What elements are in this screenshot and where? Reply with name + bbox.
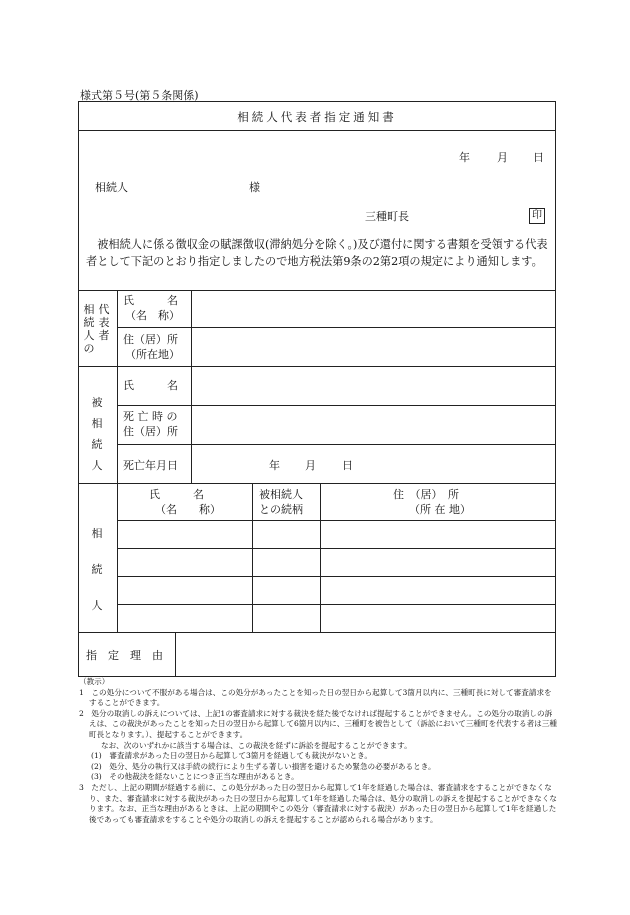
rep-address-label: 住（居）所	[123, 333, 178, 346]
note-2-3: (3) その他裁決を経ないことにつき正当な理由があるとき。	[91, 772, 299, 782]
row-divider	[79, 366, 555, 367]
rep-label-col2: 代 表 者	[98, 303, 110, 342]
row-divider	[117, 327, 555, 328]
rep-name-sub: （名 称）	[125, 309, 180, 322]
addressee-label: 相続人	[95, 181, 128, 194]
heirs-col-divider	[252, 483, 253, 632]
row-divider	[79, 290, 555, 291]
instruction-notes	[79, 677, 559, 825]
note-2-2: (2) 処分、処分の執行又は手続の続行により生ずる著しい損害を避けるため緊急の必要があるとき。	[91, 761, 436, 771]
label-col-divider	[117, 290, 118, 632]
notes-heading: （教示）	[79, 677, 110, 686]
title-divider	[79, 130, 555, 131]
form-title: 相続人代表者指定通知書	[237, 110, 397, 124]
reason-label: 指 定 理 由	[86, 649, 163, 662]
notice-date-month: 月	[497, 151, 508, 164]
rep-label-col1: 相 続 人 の	[83, 303, 95, 355]
note-1: 1 この処分について不服がある場合は、この処分があったことを知った日の翌日から起算して3箇月以内に、三種町長に対して審査請求をすることができます。	[79, 687, 552, 708]
heirs-col-name: 氏 名	[149, 488, 204, 501]
rep-name-label: 氏 名	[123, 294, 178, 307]
decedent-name-label: 氏 名	[123, 379, 178, 392]
heirs-col-relation2: との続柄	[259, 503, 303, 516]
note-2b: なお、次のいずれかに該当する場合は、この裁決を経ずに訴訟を提起することができます。	[101, 740, 412, 750]
heirs-col-address: 住 （居） 所	[393, 488, 459, 501]
field-col-divider	[191, 290, 192, 444]
note-2: 2 処分の取消しの訴えについては、上記1の審査請求に対する裁決を経た後でなければ提起することができません。この処分の取消しの訴えは、この裁決があったことを知った日の翌日から起算して6箇月以内に、三種町を被告として（訴訟において三種町を代表する者は三種町長となります。）、提起することができます。	[79, 708, 557, 739]
row-divider	[117, 444, 555, 445]
addressee-honorific: 様	[249, 181, 260, 194]
form-id: 様式第５号(第５条関係)	[80, 89, 199, 102]
row-divider	[79, 632, 555, 633]
note-2-1: (1) 審査請求があった日の翌日から起算して3箇月を経過しても裁決がないとき。	[91, 751, 372, 761]
form-frame	[78, 101, 556, 677]
seal-mark: 印	[529, 208, 545, 224]
decedent-label: 被 相 続 人	[91, 396, 103, 472]
heirs-row-line	[117, 548, 555, 549]
heirs-row-line	[117, 604, 555, 605]
heirs-col-relation1: 被相続人	[259, 488, 303, 501]
decedent-address-label1: 死 亡 時 の	[123, 410, 178, 423]
decedent-address-label2: 住（居）所	[123, 425, 178, 438]
reason-col-divider	[175, 632, 176, 677]
death-date-month: 月	[305, 459, 316, 472]
notice-body: 被相続人に係る徴収金の賦課徴収(滞納処分を除く。)及び還付に関する書類を受領する代表者として下記のとおり指定しましたので地方税法第9条の2第2項の規定により通知します。	[86, 238, 548, 268]
issuer-name: 三種町長	[365, 210, 409, 223]
heirs-col-name-sub: （名 称）	[155, 503, 221, 516]
row-divider	[79, 483, 555, 484]
rep-address-sub: （所在地）	[125, 348, 180, 361]
death-date-label: 死亡年月日	[123, 459, 178, 472]
row-divider	[117, 405, 555, 406]
note-3: 3 ただし、上記の期間が経過する前に、この処分があった日の翌日から起算して1年を経過した場合は、審査請求をすることができなくなり、また、審査請求に対する裁決があった日の翌日から起算して1年を経過した場合は、処分の取消しの訴えを提起することができなくなります。なお、正当な理由があるときは、上記の期間やこの処分（審査請求に対する裁決）があった日の翌日から起算して1年を経過した後であっても審査請求をすることや処分の取消しの訴えを提起することが認められる場合があります。	[79, 782, 557, 824]
heirs-label: 相 続 人	[91, 527, 103, 612]
notice-date-day: 日	[533, 151, 544, 164]
heirs-col-address-sub: （所 在 地）	[409, 503, 471, 516]
heirs-col-divider	[320, 483, 321, 632]
death-date-year: 年	[269, 459, 280, 472]
notice-date-year: 年	[459, 151, 470, 164]
heirs-row-line	[117, 520, 555, 521]
death-date-day: 日	[342, 459, 353, 472]
heirs-row-line	[117, 576, 555, 577]
field-col-divider	[191, 444, 192, 483]
